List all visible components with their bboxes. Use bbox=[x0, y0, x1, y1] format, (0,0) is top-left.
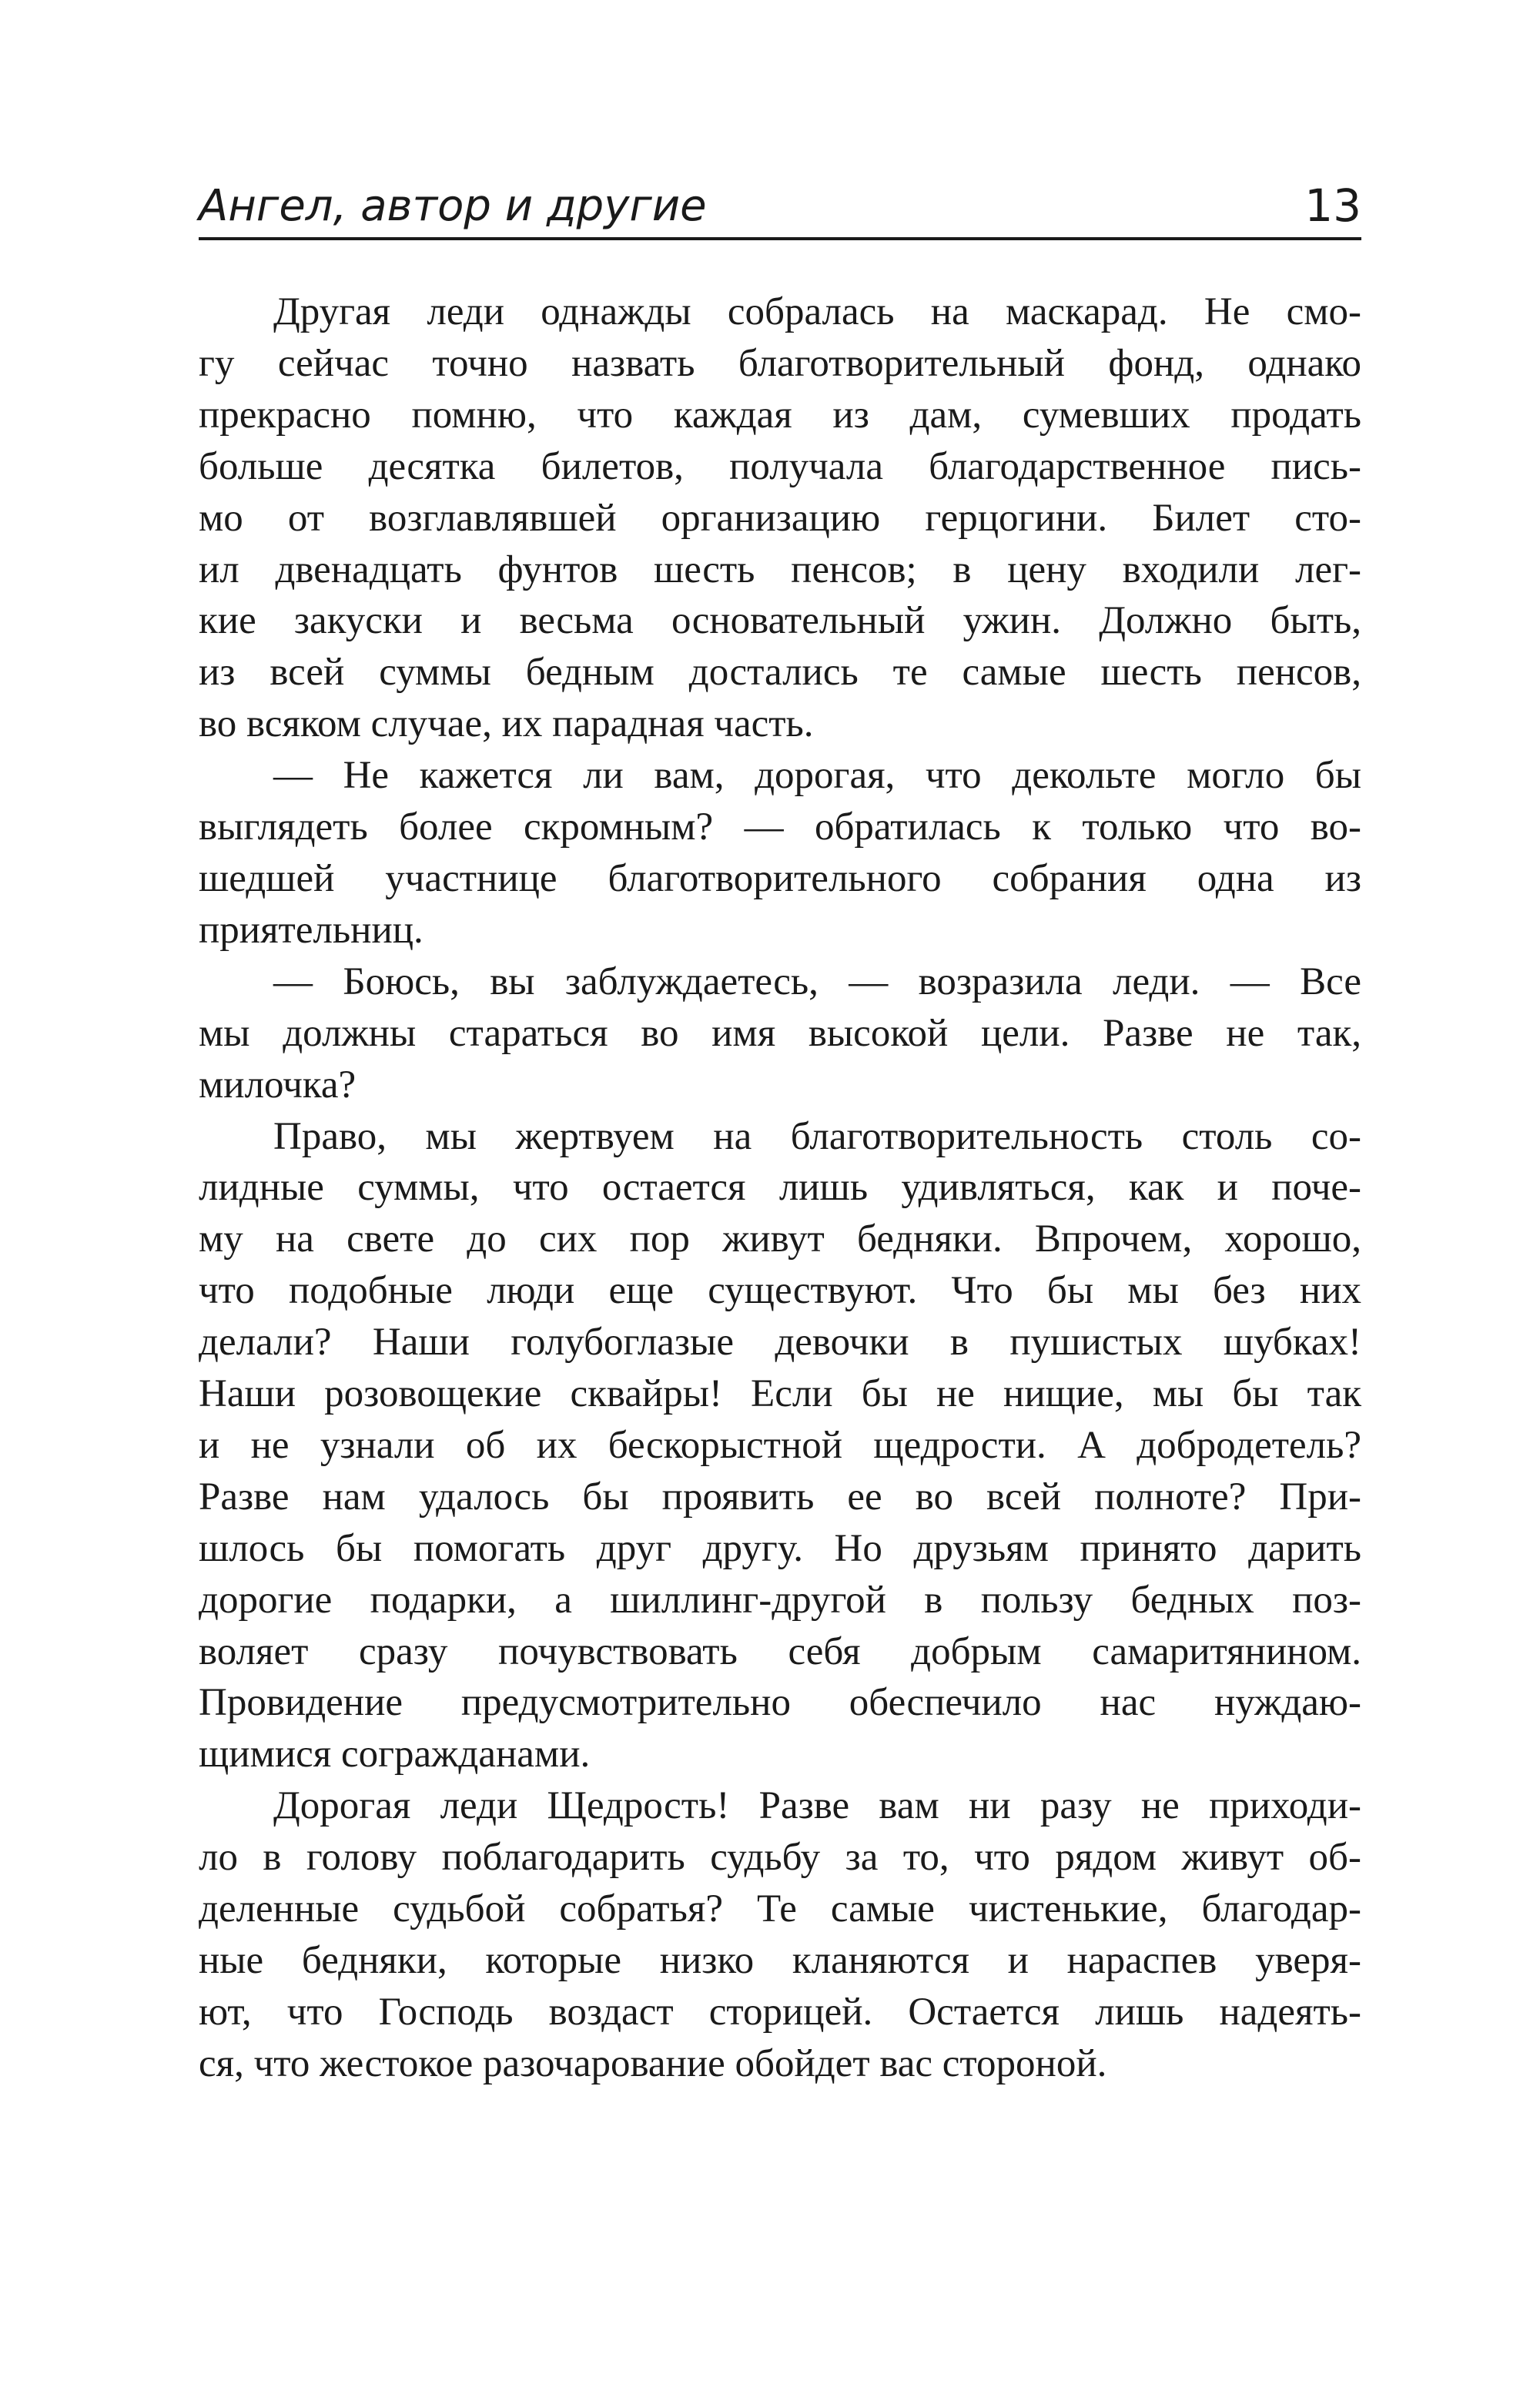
text-line: ные бедняки, которые низко кланяются и нараспев уверя- bbox=[199, 1939, 1361, 1982]
text-line: прекрасно помню, что каждая из дам, сумевших продать bbox=[199, 393, 1361, 437]
text-line: Дорогая леди Щедрость! Разве вам ни разу не приходи- bbox=[273, 1784, 1361, 1828]
text-line: что подобные люди еще существуют. Что бы мы без них bbox=[199, 1269, 1361, 1313]
text-line: Право, мы жертвуем на благотворительность столь со- bbox=[273, 1114, 1361, 1158]
text-line: дорогие подарки, а шиллинг-другой в пользу бедных поз- bbox=[199, 1578, 1361, 1622]
body-text bbox=[199, 286, 1361, 2090]
text-line: шлось бы помогать друг другу. Но друзьям принято дарить bbox=[199, 1526, 1361, 1570]
text-line: мо от возглавлявшей организацию герцогини. Билет сто- bbox=[199, 496, 1361, 540]
text-line: приятельниц. bbox=[199, 908, 424, 952]
text-line: Провидение предусмотрительно обеспечило нас нуждаю- bbox=[199, 1681, 1361, 1725]
text-line: ют, что Господь воздаст сторицей. Остается лишь надеять- bbox=[199, 1990, 1361, 2034]
text-line: делали? Наши голубоглазые девочки в пушистых шубках! bbox=[199, 1321, 1361, 1365]
text-line: гу сейчас точно назвать благотворительный фонд, однако bbox=[199, 341, 1361, 385]
header-rule bbox=[199, 237, 1361, 240]
text-line: из всей суммы бедным достались те самые шесть пенсов, bbox=[199, 651, 1361, 695]
running-title: Ангел, автор и другие bbox=[199, 181, 707, 231]
text-line: шедшей участнице благотворительного собрания одна из bbox=[199, 856, 1361, 900]
text-line: Разве нам удалось бы проявить ее во всей полноте? При- bbox=[199, 1475, 1361, 1519]
text-line: щимися согражданами. bbox=[199, 1733, 591, 1776]
text-line: во всяком случае, их парадная часть. bbox=[199, 702, 814, 746]
text-line: ло в голову поблагодарить судьбу за то, что рядом живут об- bbox=[199, 1836, 1361, 1880]
text-line: больше десятка билетов, получала благодарственное пись- bbox=[199, 444, 1361, 488]
text-line: ил двенадцать фунтов шесть пенсов; в цену входили лег- bbox=[199, 548, 1361, 591]
text-line: Наши розовощекие сквайры! Если бы не нищие, мы бы так bbox=[199, 1372, 1361, 1416]
page-number: 13 bbox=[1304, 179, 1361, 232]
text-line: мы должны стараться во имя высокой цели. Разве не так, bbox=[199, 1011, 1361, 1055]
text-line: — Не кажется ли вам, дорогая, что декольте могло бы bbox=[273, 754, 1361, 798]
text-line: ся, что жестокое разочарование обойдет вас стороной. bbox=[199, 2041, 1107, 2085]
text-line: Другая леди однажды собралась на маскарад. Не смо- bbox=[273, 290, 1361, 333]
text-line: лидные суммы, что остается лишь удивляться, как и поче- bbox=[199, 1166, 1361, 1210]
text-line: и не узнали об их бескорыстной щедрости. А добродетель? bbox=[199, 1423, 1361, 1467]
text-line: му на свете до сих пор живут бедняки. Впрочем, хорошо, bbox=[199, 1217, 1361, 1261]
text-line: выглядеть более скромным? — обратилась к только что во- bbox=[199, 805, 1361, 849]
text-line: деленные судьбой собратья? Те самые чистенькие, благодар- bbox=[199, 1887, 1361, 1931]
text-line: милочка? bbox=[199, 1063, 357, 1107]
text-line: воляет сразу почувствовать себя добрым самаритянином. bbox=[199, 1629, 1361, 1673]
text-line: — Боюсь, вы заблуждаетесь, — возразила леди. — Все bbox=[273, 959, 1361, 1003]
running-header bbox=[199, 171, 1361, 240]
text-line: кие закуски и весьма основательный ужин. Должно быть, bbox=[199, 599, 1361, 643]
